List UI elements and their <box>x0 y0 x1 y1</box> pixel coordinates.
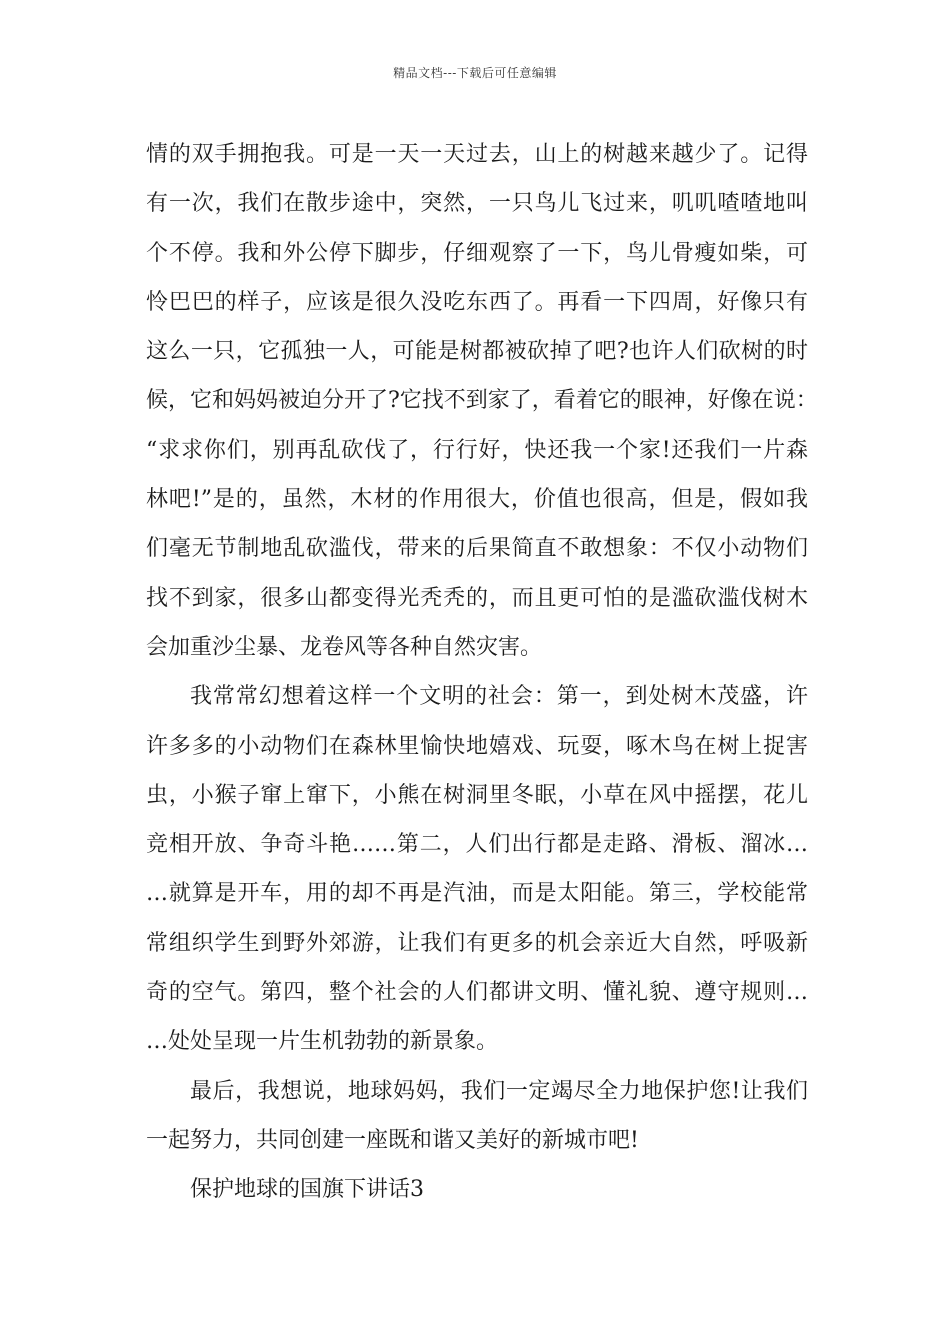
text-line: …处处呈现一片生机勃勃的新景象。 <box>146 1029 499 1055</box>
paragraph <box>146 1067 808 1166</box>
document-body <box>146 130 818 1215</box>
text-line: 竞相开放、争奇斗艳……第二，人们出行都是走路、滑板、溜冰… <box>146 832 808 858</box>
text-line: “求求你们，别再乱砍伐了，行行好，快还我一个家!还我们一片森 <box>146 437 808 463</box>
text-line: 怜巴巴的样子，应该是很久没吃东西了。再看一下四周，好像只有 <box>146 289 808 315</box>
text-line: 一起努力，共同创建一座既和谐又美好的新城市吧! <box>146 1127 639 1153</box>
text-line: 常组织学生到野外郊游，让我们有更多的机会亲近大自然，呼吸新 <box>146 930 808 956</box>
text-line: 这么一只，它孤独一人，可能是树都被砍掉了吧?也许人们砍树的时 <box>146 339 808 365</box>
paragraph <box>146 130 818 672</box>
text-line: 候，它和妈妈被迫分开了?它找不到家了，看着它的眼神，好像在说： <box>146 388 818 414</box>
text-line: …就算是开车，用的却不再是汽油，而是太阳能。第三，学校能常 <box>146 881 808 907</box>
text-line: 奇的空气。第四，整个社会的人们都讲文明、懂礼貌、遵守规则… <box>146 980 808 1006</box>
text-line: 许多多的小动物们在森林里愉快地嬉戏、玩耍，啄木鸟在树上捉害 <box>146 733 808 759</box>
text-line: 我常常幻想着这样一个文明的社会：第一，到处树木茂盛，许 <box>190 684 808 710</box>
page-header: 精品文档---下载后可任意编辑 <box>393 66 557 80</box>
text-line: 最后，我想说，地球妈妈，我们一定竭尽全力地保护您!让我们 <box>190 1078 808 1104</box>
text-line: 有一次，我们在散步途中，突然，一只鸟儿飞过来，叽叽喳喳地叫 <box>146 191 808 217</box>
text-line: 个不停。我和外公停下脚步，仔细观察了一下，鸟儿骨瘦如柴，可 <box>146 240 808 266</box>
text-line: 虫，小猴子窜上窜下，小熊在树洞里冬眠，小草在风中摇摆，花儿 <box>146 782 808 808</box>
text-line: 林吧!”是的，虽然，木材的作用很大，价值也很高，但是，假如我 <box>146 487 808 513</box>
text-line: 会加重沙尘暴、龙卷风等各种自然灾害。 <box>146 634 543 660</box>
text-line: 情的双手拥抱我。可是一天一天过去，山上的树越来越少了。记得 <box>146 142 808 167</box>
text-line: 找不到家，很多山都变得光秃秃的，而且更可怕的是滥砍滥伐树木 <box>146 585 808 611</box>
text-line: 们毫无节制地乱砍滥伐，带来的后果简直不敢想象：不仅小动物们 <box>146 536 808 562</box>
paragraph <box>146 1165 808 1214</box>
section-heading: 保护地球的国旗下讲话3 <box>190 1177 424 1203</box>
paragraph <box>146 672 808 1066</box>
